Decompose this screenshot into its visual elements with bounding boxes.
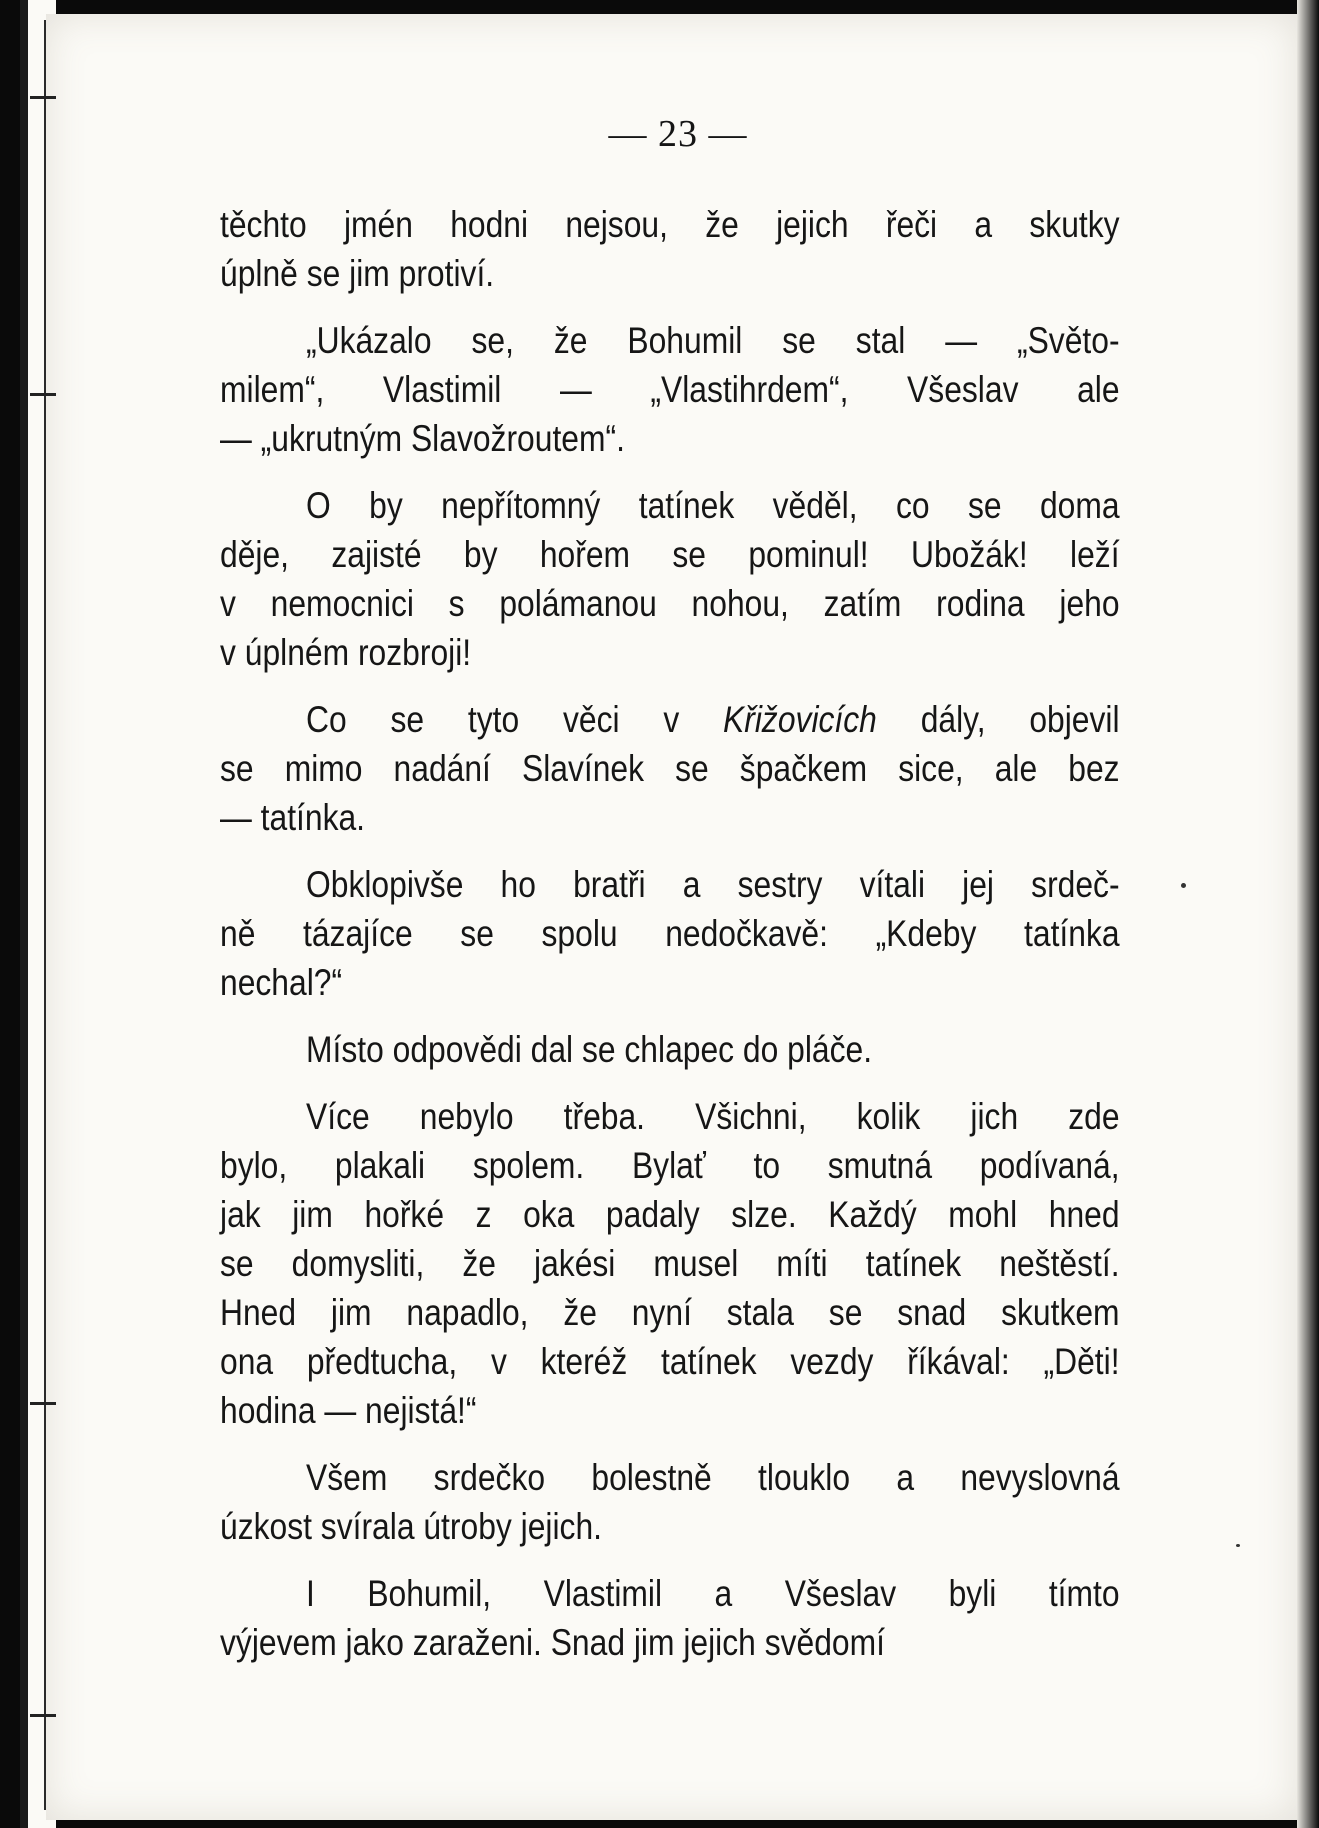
text-line: v nemocnici s polámanou nohou, zatím rodina jeho bbox=[220, 583, 1120, 624]
binding-tick bbox=[30, 1714, 56, 1717]
paragraph-gap bbox=[220, 842, 1120, 860]
paragraph bbox=[220, 695, 1120, 842]
paragraph-gap bbox=[220, 1551, 1120, 1569]
text-line: nechal?“ bbox=[220, 962, 343, 1003]
text-line: úplně se jim protiví. bbox=[220, 253, 495, 294]
text-line: se mimo nadání Slavínek se špačkem sice, ale bez bbox=[220, 748, 1120, 789]
paragraph bbox=[220, 316, 1120, 463]
text-line: milem“, Vlastimil — „Vlastihrdem“, Všeslav ale bbox=[220, 369, 1120, 410]
spine-binding-line bbox=[44, 20, 46, 1810]
text-line: bylo, plakali spolem. Bylať to smutná podívaná, bbox=[220, 1145, 1120, 1186]
text-line: I Bohumil, Vlastimil a Všeslav byli tímto bbox=[306, 1573, 1120, 1614]
page-number: — 23 — bbox=[608, 113, 748, 155]
binding-tick bbox=[30, 96, 56, 99]
paragraph-gap bbox=[220, 677, 1120, 695]
text-line: — tatínka. bbox=[220, 797, 366, 838]
paragraph bbox=[220, 860, 1120, 1007]
paragraph-gap bbox=[220, 298, 1120, 316]
text-line: ně tázajíce se spolu nedočkavě: „Kdeby tatínka bbox=[220, 913, 1120, 954]
text-line: úzkost svírala útroby jejich. bbox=[220, 1506, 603, 1547]
paragraph bbox=[220, 1025, 1120, 1074]
text-line: „Ukázalo se, že Bohumil se stal — „Světo- bbox=[306, 320, 1120, 361]
paragraph-gap bbox=[220, 463, 1120, 481]
italic-place-name: Křižovicích bbox=[723, 699, 877, 740]
text-line: ona předtucha, v kteréž tatínek vezdy říkával: „Děti! bbox=[220, 1341, 1120, 1382]
text-line: těchto jmén hodni nejsou, že jejich řeči a skutky bbox=[220, 204, 1120, 245]
text-line: Obklopivše ho bratři a sestry vítali jej srdeč- bbox=[306, 864, 1120, 905]
text-line: O by nepřítomný tatínek věděl, co se doma bbox=[306, 485, 1120, 526]
binding-tick bbox=[30, 1402, 56, 1405]
text-line: — „ukrutným Slavožroutem“. bbox=[220, 418, 625, 459]
text-line: výjevem jako zaraženi. Snad jim jejich svědomí bbox=[220, 1622, 885, 1663]
body-text bbox=[220, 200, 1120, 1667]
paragraph bbox=[220, 1092, 1120, 1435]
text-line: děje, zajisté by hořem se pominul! Ubožák! leží bbox=[220, 534, 1120, 575]
page-right-edge bbox=[1297, 0, 1319, 1828]
text-line: se domysliti, že jakési musel míti tatínek neštěstí. bbox=[220, 1243, 1120, 1284]
ink-speck bbox=[1236, 1544, 1240, 1547]
paragraph bbox=[220, 481, 1120, 677]
paragraph-gap bbox=[220, 1435, 1120, 1453]
text-line: Co se tyto věci v Křižovicích dály, objevil bbox=[306, 699, 1120, 740]
paragraph-gap bbox=[220, 1074, 1120, 1092]
paragraph bbox=[220, 1453, 1120, 1551]
text-line: hodina — nejistá!“ bbox=[220, 1390, 477, 1431]
paragraph-gap bbox=[220, 1007, 1120, 1025]
ink-speck bbox=[1181, 883, 1186, 888]
paragraph bbox=[220, 1569, 1120, 1667]
text-line: Více nebylo třeba. Všichni, kolik jich zde bbox=[306, 1096, 1120, 1137]
text-line: Místo odpovědi dal se chlapec do pláče. bbox=[306, 1029, 873, 1070]
paragraph bbox=[220, 200, 1120, 298]
text-line: jak jim hořké z oka padaly slze. Každý mohl hned bbox=[220, 1194, 1120, 1235]
text-line: Hned jim napadlo, že nyní stala se snad skutkem bbox=[220, 1292, 1120, 1333]
text-line: v úplném rozbroji! bbox=[220, 632, 472, 673]
binding-tick bbox=[30, 393, 56, 396]
text-line: Všem srdečko bolestně tlouklo a nevyslovná bbox=[306, 1457, 1120, 1498]
